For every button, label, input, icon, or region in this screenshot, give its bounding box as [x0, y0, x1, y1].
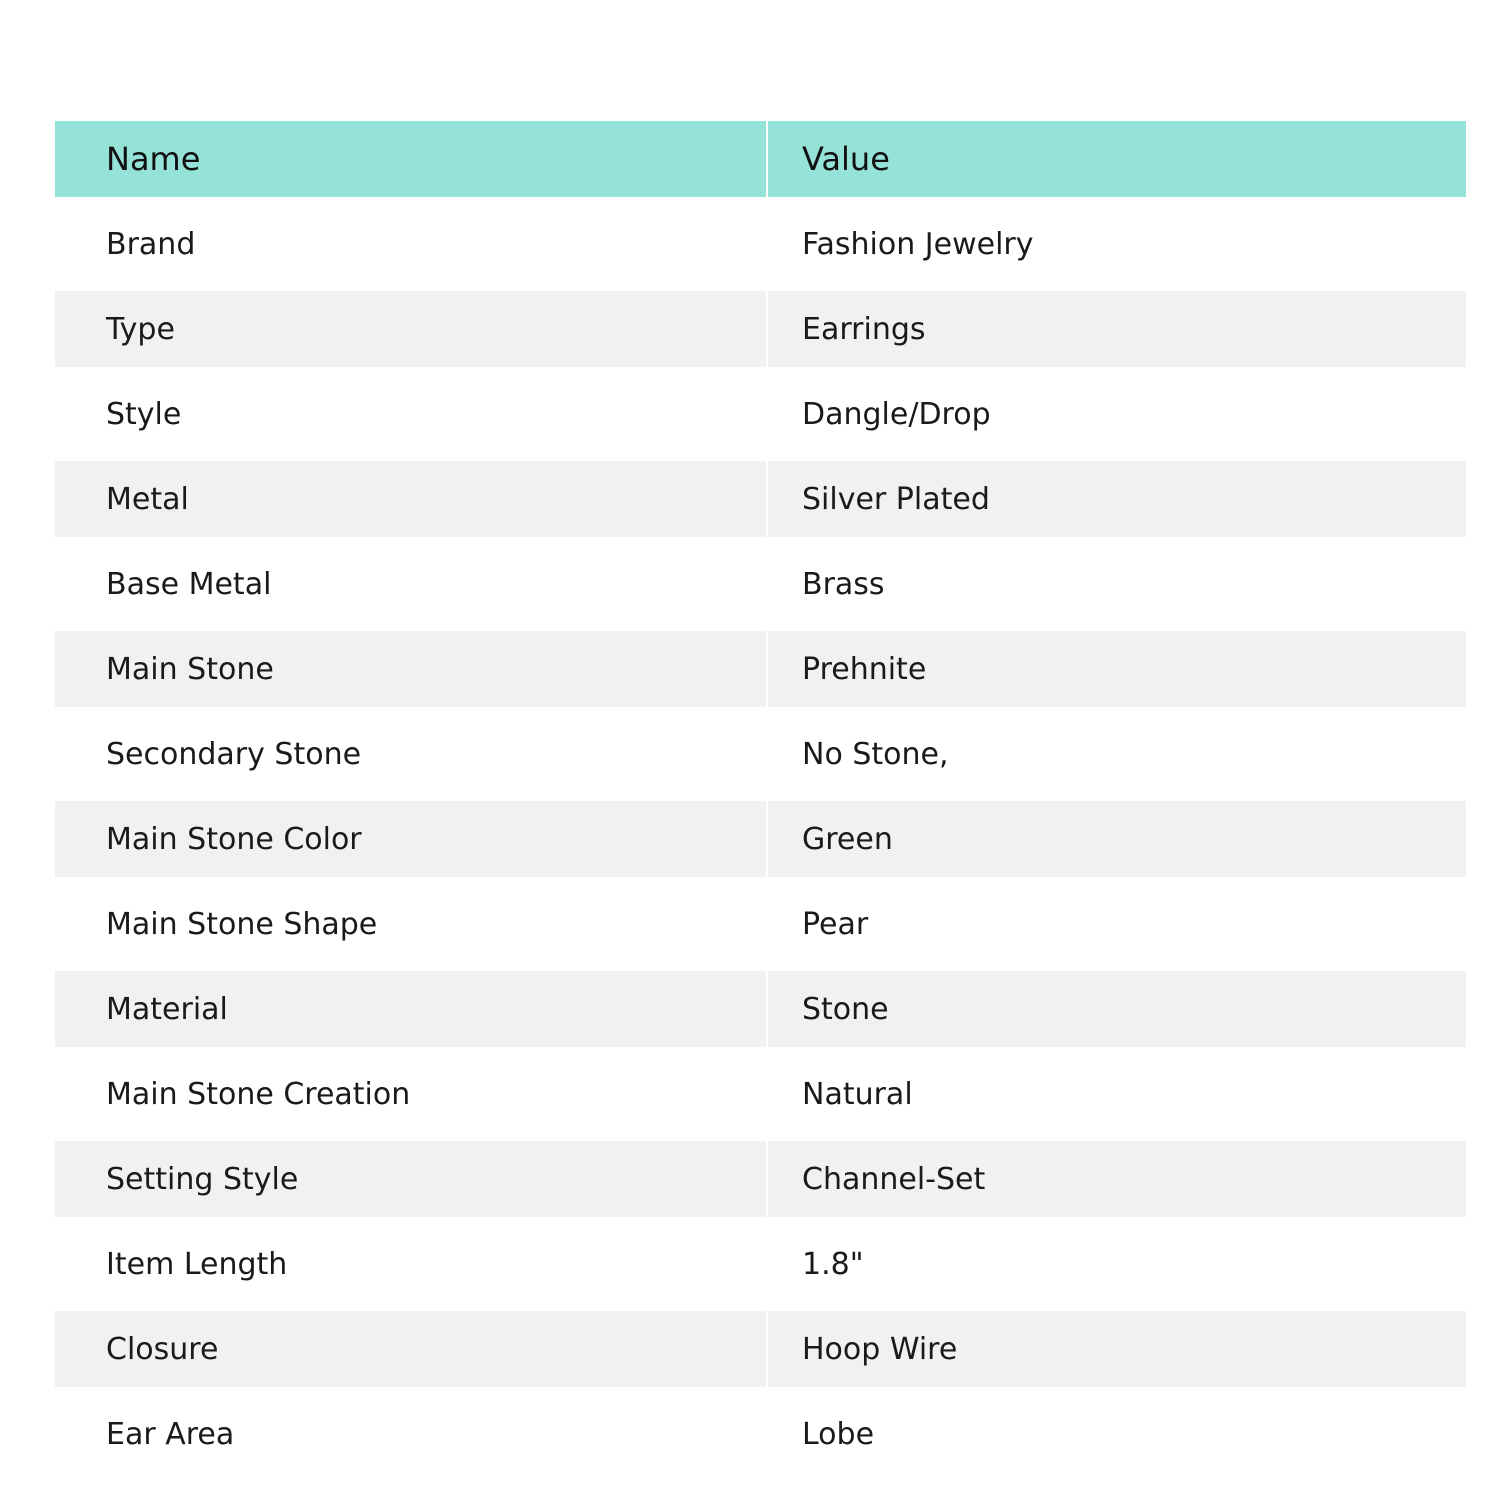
row-name-cell: Closure: [55, 1311, 766, 1387]
row-name-cell: Type: [55, 291, 766, 367]
table-row: [55, 291, 1466, 367]
table-row: [55, 1217, 1466, 1311]
row-value-cell: Hoop Wire: [768, 1311, 1466, 1387]
header-name-cell: Name: [55, 121, 766, 197]
table-row: [55, 537, 1466, 631]
row-name-cell: Setting Style: [55, 1141, 766, 1217]
table-row: [55, 1047, 1466, 1141]
table-row: [55, 971, 1466, 1047]
row-name-cell: Base Metal: [106, 566, 272, 602]
row-value-cell: Lobe: [802, 1416, 875, 1452]
row-value-cell: Natural: [802, 1076, 913, 1112]
row-name-cell: Brand: [106, 226, 196, 262]
table-row: [55, 631, 1466, 707]
header-value-cell: Value: [768, 121, 1466, 197]
row-value-cell: Earrings: [768, 291, 1466, 367]
row-value-cell: Green: [768, 801, 1466, 877]
row-name-cell: Item Length: [106, 1246, 288, 1282]
table-row: [55, 367, 1466, 461]
table-row: [55, 1387, 1466, 1481]
table-body: [55, 197, 1466, 1481]
row-value-cell: Pear: [802, 906, 869, 942]
table-row: [55, 1311, 1466, 1387]
row-name-cell: Main Stone Creation: [106, 1076, 411, 1112]
row-name-cell: Secondary Stone: [106, 736, 362, 772]
table-row: [55, 707, 1466, 801]
row-value-cell: Dangle/Drop: [802, 396, 991, 432]
row-name-cell: Main Stone Color: [55, 801, 766, 877]
table-row: [55, 1141, 1466, 1217]
row-value-cell: Stone: [768, 971, 1466, 1047]
row-value-cell: Brass: [802, 566, 885, 602]
table-row: [55, 197, 1466, 291]
row-name-cell: Style: [106, 396, 182, 432]
table-row: [55, 877, 1466, 971]
row-name-cell: Material: [55, 971, 766, 1047]
row-value-cell: Prehnite: [768, 631, 1466, 707]
table-header-row: [55, 121, 1466, 197]
row-value-cell: Fashion Jewelry: [802, 226, 1034, 262]
row-value-cell: Channel-Set: [768, 1141, 1466, 1217]
row-name-cell: Ear Area: [106, 1416, 235, 1452]
row-name-cell: Main Stone Shape: [106, 906, 378, 942]
row-value-cell: 1.8": [802, 1246, 864, 1282]
spec-table: [55, 121, 1466, 1481]
table-row: [55, 461, 1466, 537]
table-row: [55, 801, 1466, 877]
row-value-cell: Silver Plated: [768, 461, 1466, 537]
row-name-cell: Metal: [55, 461, 766, 537]
row-name-cell: Main Stone: [55, 631, 766, 707]
row-value-cell: No Stone,: [802, 736, 949, 772]
